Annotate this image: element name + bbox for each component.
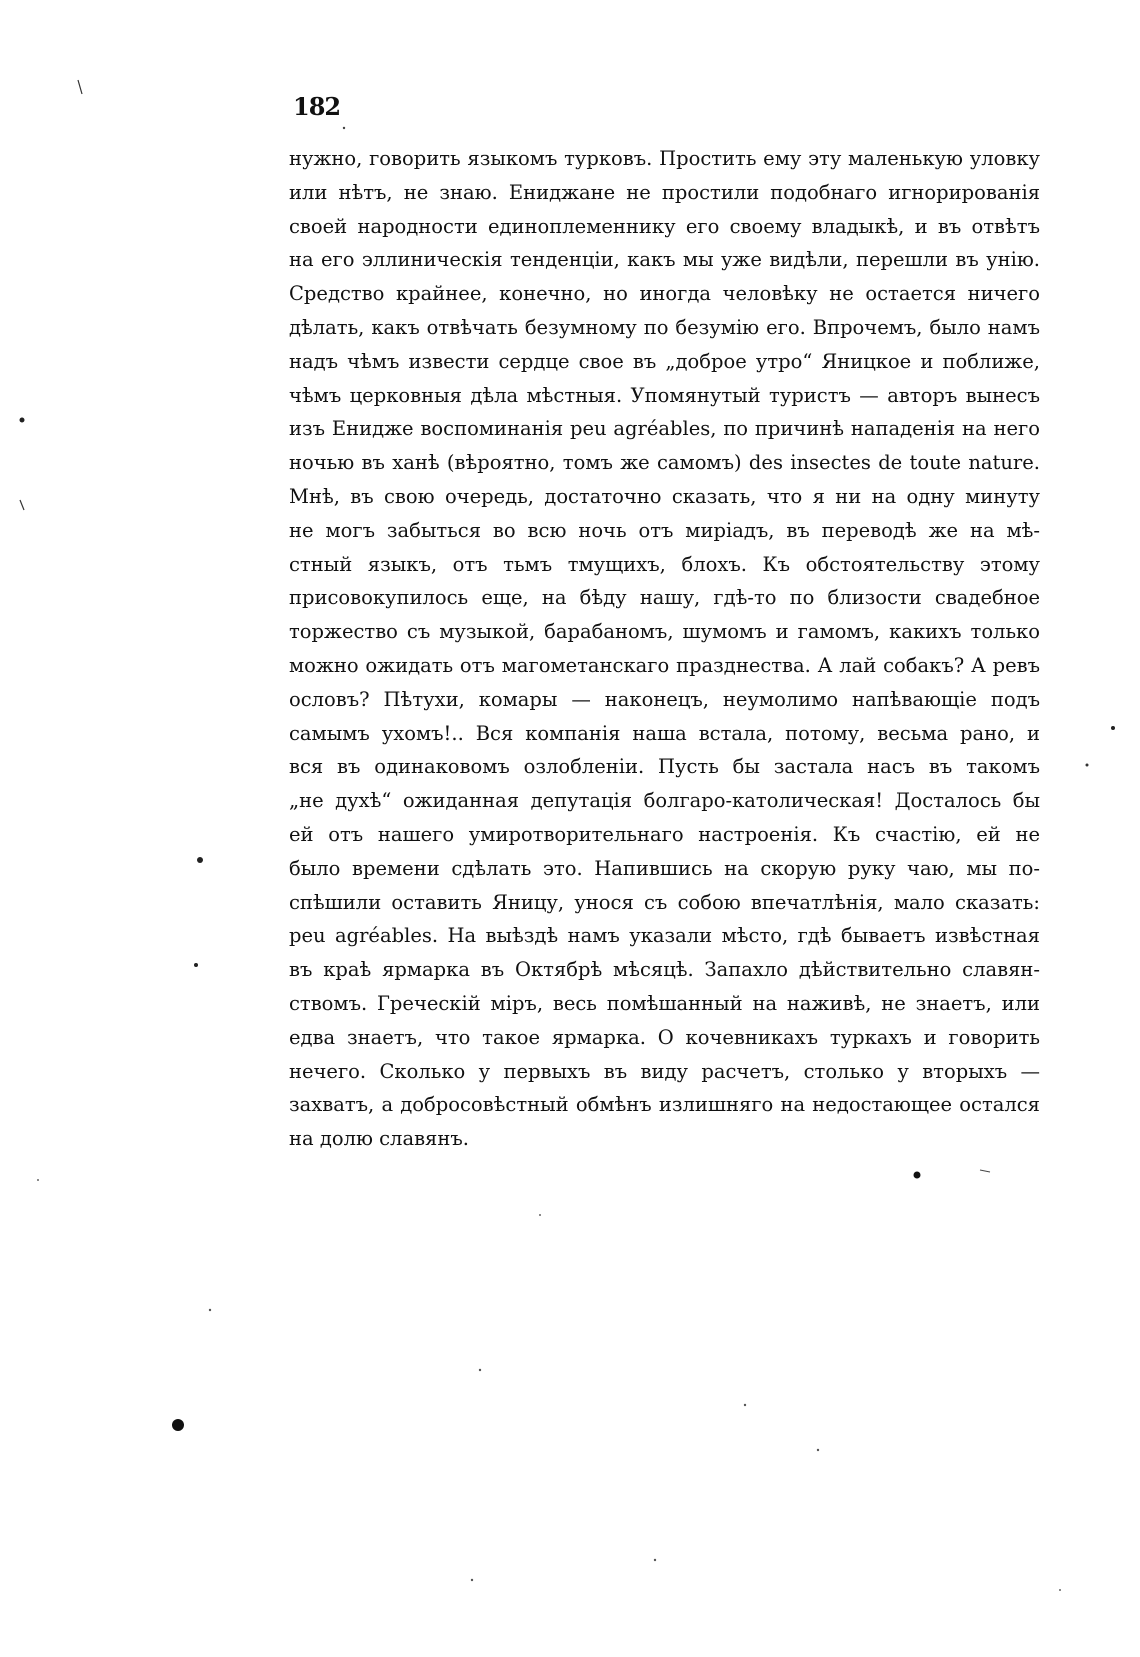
text-line: „не духѣ“ ожиданная депутація болгаро-католическая! Досталось бы xyxy=(289,789,1040,813)
text-line: ствомъ. Греческій міръ, весь помѣшанный на наживѣ, не знаетъ, или xyxy=(289,991,1040,1015)
text-line: дѣлать, какъ отвѣчать безумному по безумію его. Впрочемъ, было намъ xyxy=(289,315,1040,339)
text-line: на долю славянъ. xyxy=(289,1127,469,1151)
text-line: ночью въ ханѣ (вѣроятно, томъ же самомъ) des insectes de toute nature. xyxy=(289,451,1040,475)
text-line: или нѣтъ, не знаю. Ениджане не простили подобнаго игнорированія xyxy=(289,180,1040,204)
text-line: захватъ, а добросовѣстный обмѣнъ излишняго на недостающее остался xyxy=(289,1093,1040,1117)
text-line: присовокупилось еще, на бѣду нашу, гдѣ-то по близости свадебное xyxy=(289,586,1040,610)
text-line: нужно, говорить языкомъ турковъ. Простить ему эту маленькую уловку xyxy=(289,147,1040,170)
text-line: надъ чѣмъ извести сердце свое въ „доброе утро“ Яницкое и поближе, xyxy=(289,349,1040,373)
body-text xyxy=(289,142,1040,1156)
text-line: не могъ забыться во всю ночь отъ миріадъ, въ переводѣ же на мѣ- xyxy=(289,518,1040,542)
text-line: нечего. Сколько у первыхъ въ виду расчетъ, столько у вторыхъ — xyxy=(289,1059,1040,1083)
text-line: едва знаетъ, что такое ярмарка. О кочевникахъ туркахъ и говорить xyxy=(289,1025,1040,1049)
text-line: вся въ одинаковомъ озлобленіи. Пусть бы застала насъ въ такомъ xyxy=(289,755,1040,779)
text-line: стный языкъ, отъ тьмъ тмущихъ, блохъ. Къ обстоятельству этому xyxy=(289,552,1040,576)
text-line: въ краѣ ярмарка въ Октябрѣ мѣсяцѣ. Запахло дѣйствительно славян- xyxy=(289,958,1040,982)
text-line: ословъ? Пѣтухи, комары — наконецъ, неумолимо напѣвающіе подъ xyxy=(289,687,1040,711)
text-line: можно ожидать отъ магометанскаго празднества. А лай собакъ? А ревъ xyxy=(289,653,1040,677)
text-line: своей народности единоплеменнику его своему владыкѣ, и въ отвѣтъ xyxy=(289,214,1040,238)
text-line: спѣшили оставить Яницу, унося съ собою впечатлѣнія, мало сказать: xyxy=(289,890,1040,914)
text-line: самымъ ухомъ!.. Вся компанія наша встала, потому, весьма рано, и xyxy=(289,721,1040,745)
text-line: peu agréables. На выѣздѣ намъ указали мѣсто, гдѣ бываетъ извѣстная xyxy=(289,924,1040,948)
text-line: торжество съ музыкой, барабаномъ, шумомъ и гамомъ, какихъ только xyxy=(289,620,1040,644)
text-line: было времени сдѣлать это. Напившись на скорую руку чаю, мы по- xyxy=(289,856,1040,880)
text-line: изъ Енидже воспоминанія peu agréables, по причинѣ нападенія на него xyxy=(289,417,1040,441)
text-line: ей отъ нашего умиротворительнаго настроенія. Къ счастію, ей не xyxy=(289,822,1040,846)
text-line: Средство крайнее, конечно, но иногда человѣку не остается ничего xyxy=(289,282,1040,306)
page-number: 182 xyxy=(293,92,341,121)
text-line: Мнѣ, въ свою очередь, достаточно сказать, что я ни на одну минуту xyxy=(289,484,1040,508)
text-line: на его эллиническія тенденціи, какъ мы уже видѣли, перешли въ унію. xyxy=(289,248,1040,272)
text-line: чѣмъ церковныя дѣла мѣстныя. Упомянутый туристъ — авторъ вынесъ xyxy=(289,383,1040,407)
